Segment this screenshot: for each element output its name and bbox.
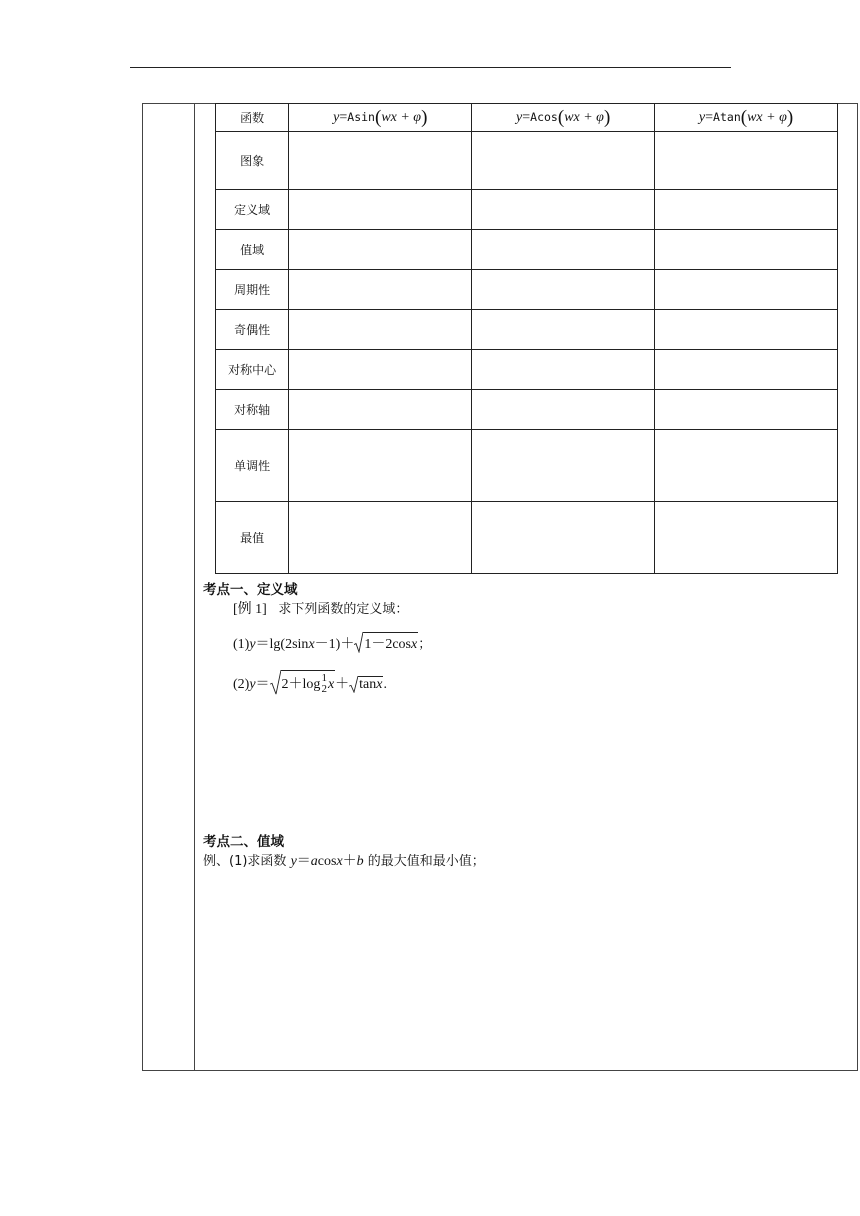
radical-icon bbox=[270, 670, 281, 695]
item1-x2: x bbox=[411, 637, 418, 652]
header-tan: y=Atan(wx + φ) bbox=[655, 104, 838, 132]
table-row bbox=[216, 390, 838, 430]
item2-sqrt-b bbox=[349, 676, 383, 693]
header-cos: y=Acos(wx + φ) bbox=[472, 104, 655, 132]
table-cell bbox=[289, 430, 472, 502]
item1-end: ； bbox=[418, 637, 432, 652]
row-label: 值域 bbox=[216, 230, 289, 270]
table-row bbox=[216, 230, 838, 270]
table-cell bbox=[289, 270, 472, 310]
item1-mid: ＝lg(2sin bbox=[255, 637, 309, 652]
table-cell bbox=[655, 270, 838, 310]
example1-item2 bbox=[233, 670, 387, 695]
item1-y: y bbox=[249, 637, 256, 652]
row-label: 定义域 bbox=[216, 190, 289, 230]
table-row bbox=[216, 132, 838, 190]
table-cell bbox=[289, 230, 472, 270]
table-cell bbox=[472, 190, 655, 230]
item1-x: x bbox=[308, 637, 315, 652]
table-cell bbox=[472, 390, 655, 430]
table-cell bbox=[655, 190, 838, 230]
table-row bbox=[216, 502, 838, 574]
table-cell bbox=[472, 132, 655, 190]
table-row bbox=[216, 270, 838, 310]
example2-line bbox=[203, 850, 485, 870]
example1-item1 bbox=[233, 632, 431, 653]
table-cell bbox=[655, 502, 838, 574]
table-cell bbox=[289, 132, 472, 190]
table-cell bbox=[655, 390, 838, 430]
row-label: 奇偶性 bbox=[216, 310, 289, 350]
item2-y: y bbox=[249, 677, 256, 692]
item2-x: x bbox=[327, 677, 335, 692]
table-cell bbox=[472, 502, 655, 574]
item1-prefix: (1) bbox=[233, 637, 250, 652]
table-header-row bbox=[216, 104, 838, 132]
example2-x: x bbox=[336, 854, 343, 869]
table-row bbox=[216, 310, 838, 350]
item1-after: －1)＋ bbox=[314, 637, 355, 652]
table-cell bbox=[655, 132, 838, 190]
item1-radicand: 1－2cos bbox=[364, 637, 411, 652]
table-row bbox=[216, 350, 838, 390]
item2-plus: ＋ bbox=[335, 677, 350, 692]
row-label: 图象 bbox=[216, 132, 289, 190]
item2-log-base: 1 2 bbox=[321, 672, 327, 695]
row-label: 单调性 bbox=[216, 430, 289, 502]
item2-sqrt-a bbox=[270, 670, 336, 695]
item2-eq: ＝ bbox=[255, 677, 270, 692]
table-cell bbox=[289, 502, 472, 574]
item2-tan: tan bbox=[359, 677, 377, 692]
example2-y: y bbox=[290, 854, 297, 869]
table-cell bbox=[655, 350, 838, 390]
example2-tail: 的最大值和最小值； bbox=[363, 854, 485, 869]
table-cell bbox=[472, 270, 655, 310]
table-cell bbox=[472, 350, 655, 390]
radical-icon bbox=[349, 676, 358, 693]
table-cell bbox=[472, 310, 655, 350]
example2-plus: ＋ bbox=[342, 854, 357, 869]
table-cell bbox=[289, 350, 472, 390]
table-cell bbox=[472, 430, 655, 502]
example2-cos: cos bbox=[317, 854, 337, 869]
table-cell bbox=[655, 310, 838, 350]
row-label: 对称轴 bbox=[216, 390, 289, 430]
item2-prefix: (2) bbox=[233, 677, 250, 692]
table-cell bbox=[289, 190, 472, 230]
example2-a: a bbox=[310, 854, 318, 869]
function-properties-table bbox=[215, 103, 838, 574]
table-cell bbox=[289, 310, 472, 350]
example2-eq: ＝ bbox=[296, 854, 311, 869]
section2-heading: 考点二、值域 bbox=[203, 834, 284, 850]
item2-log: 2＋log bbox=[281, 677, 321, 692]
example1-text: 求下列函数的定义域： bbox=[278, 602, 409, 617]
item2-end: . bbox=[383, 677, 387, 692]
header-label: 函数 bbox=[216, 104, 289, 132]
section1-heading: 考点一、定义域 bbox=[203, 582, 298, 598]
table-cell bbox=[655, 230, 838, 270]
row-label: 对称中心 bbox=[216, 350, 289, 390]
table-cell bbox=[289, 390, 472, 430]
header-rule bbox=[130, 67, 731, 68]
frame-divider bbox=[194, 103, 195, 1071]
table-cell bbox=[472, 230, 655, 270]
header-sin: y=Asin(wx + φ) bbox=[289, 104, 472, 132]
example2-b: b bbox=[356, 854, 364, 869]
table-row bbox=[216, 190, 838, 230]
example1-tag: [例 1] bbox=[233, 602, 267, 617]
row-label: 周期性 bbox=[216, 270, 289, 310]
row-label: 最值 bbox=[216, 502, 289, 574]
radical-icon bbox=[354, 632, 363, 653]
item1-sqrt bbox=[354, 632, 418, 653]
item2-x2: x bbox=[376, 677, 383, 692]
table-cell bbox=[655, 430, 838, 502]
example1-line bbox=[233, 598, 408, 618]
table-row bbox=[216, 430, 838, 502]
example2-lead: 例、(1)求函数 bbox=[203, 854, 291, 869]
